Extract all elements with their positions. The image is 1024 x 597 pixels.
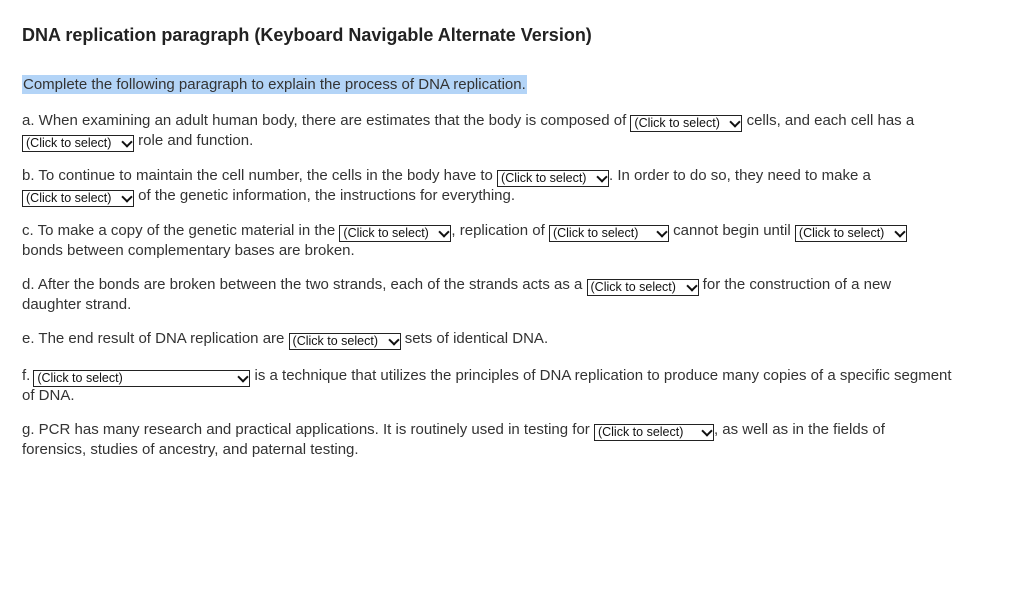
dropdown-b2[interactable] [22,190,134,207]
dropdown-c2[interactable] [549,225,669,242]
question-e-text-2: sets of identical DNA. [400,330,549,347]
dropdown-c2-value: (Click to select) [552,226,639,240]
question-e-text-1: e. The end result of DNA replication are [22,330,285,347]
dropdown-d1-value: (Click to select) [590,280,676,294]
dropdown-a2[interactable] [22,135,134,152]
question-g-text-2: , as well as in the fields of forensics, studies of ancestry, and paternal testing. [22,421,885,458]
dropdown-e1[interactable] [289,333,401,350]
page-title: DNA replication paragraph (Keyboard Navigable Alternate Version) [22,25,592,45]
question-a [22,112,952,152]
dropdown-e1-value: (Click to select) [292,334,378,348]
dropdown-a1[interactable] [630,115,742,132]
question-d-text-1: d. After the bonds are broken between the two strands, each of the strands acts as a [22,276,583,293]
dropdown-g1-value: (Click to select) [597,425,684,439]
question-f [22,367,952,405]
question-b-text-1: b. To continue to maintain the cell number, the cells in the body have to [22,167,493,184]
dropdown-a2-value: (Click to select) [26,135,112,150]
chevron-down-icon [121,136,132,147]
dropdown-b2-value: (Click to select) [26,190,112,205]
chevron-down-icon [730,116,741,127]
question-a-text-1: a. When examining an adult human body, there are estimates that the body is composed of [22,112,627,129]
dropdown-g1[interactable] [594,424,714,441]
question-c-text-3: cannot begin until [668,222,791,239]
question-g-text-1: g. PCR has many research and practical applications. It is routinely used in testing for [22,421,590,438]
question-c-text-4: bonds between complementary bases are broken. [22,241,355,259]
dropdown-c1-value: (Click to select) [343,226,429,240]
dropdown-f1[interactable] [33,370,250,387]
question-a-text-2: cells, and each cell has a [742,112,915,129]
chevron-down-icon [656,226,667,237]
question-b [22,167,952,207]
question-d-text-2: for the construction of a new daughter strand. [22,276,892,313]
question-c [22,222,952,260]
dropdown-c3-value: (Click to select) [798,226,885,240]
dropdown-f1-value: (Click to select) [37,371,123,385]
dropdown-a1-value: (Click to select) [634,116,720,130]
question-b-text-2: . In order to do so, they need to make a [609,167,871,184]
question-f-text-2: is a technique that utilizes the principles of DNA replication to produce many copies of a specific segment of DNA. [22,367,952,404]
instructions-text: Complete the following paragraph to explain the process of DNA replication. [23,76,526,93]
dropdown-d1[interactable] [587,279,699,296]
chevron-down-icon [439,226,450,237]
question-a-text-3: role and function. [134,131,254,149]
question-d [22,276,952,314]
question-b-text-3: of the genetic information, the instructions for everything. [134,186,516,204]
question-g [22,421,952,459]
chevron-down-icon [894,226,905,237]
chevron-down-icon [238,371,249,382]
question-e [22,330,952,350]
dropdown-b1[interactable] [497,170,609,187]
dropdown-c1[interactable] [339,225,451,242]
chevron-down-icon [596,171,607,182]
chevron-down-icon [388,334,399,345]
chevron-down-icon [701,425,712,436]
question-c-text-2: , replication of [451,222,545,239]
question-c-text-1: c. To make a copy of the genetic material in the [22,222,336,239]
dropdown-b1-value: (Click to select) [501,171,587,185]
question-f-text-1: f. [22,367,31,384]
chevron-down-icon [121,191,132,202]
dropdown-c3[interactable] [795,225,907,242]
chevron-down-icon [686,280,697,291]
